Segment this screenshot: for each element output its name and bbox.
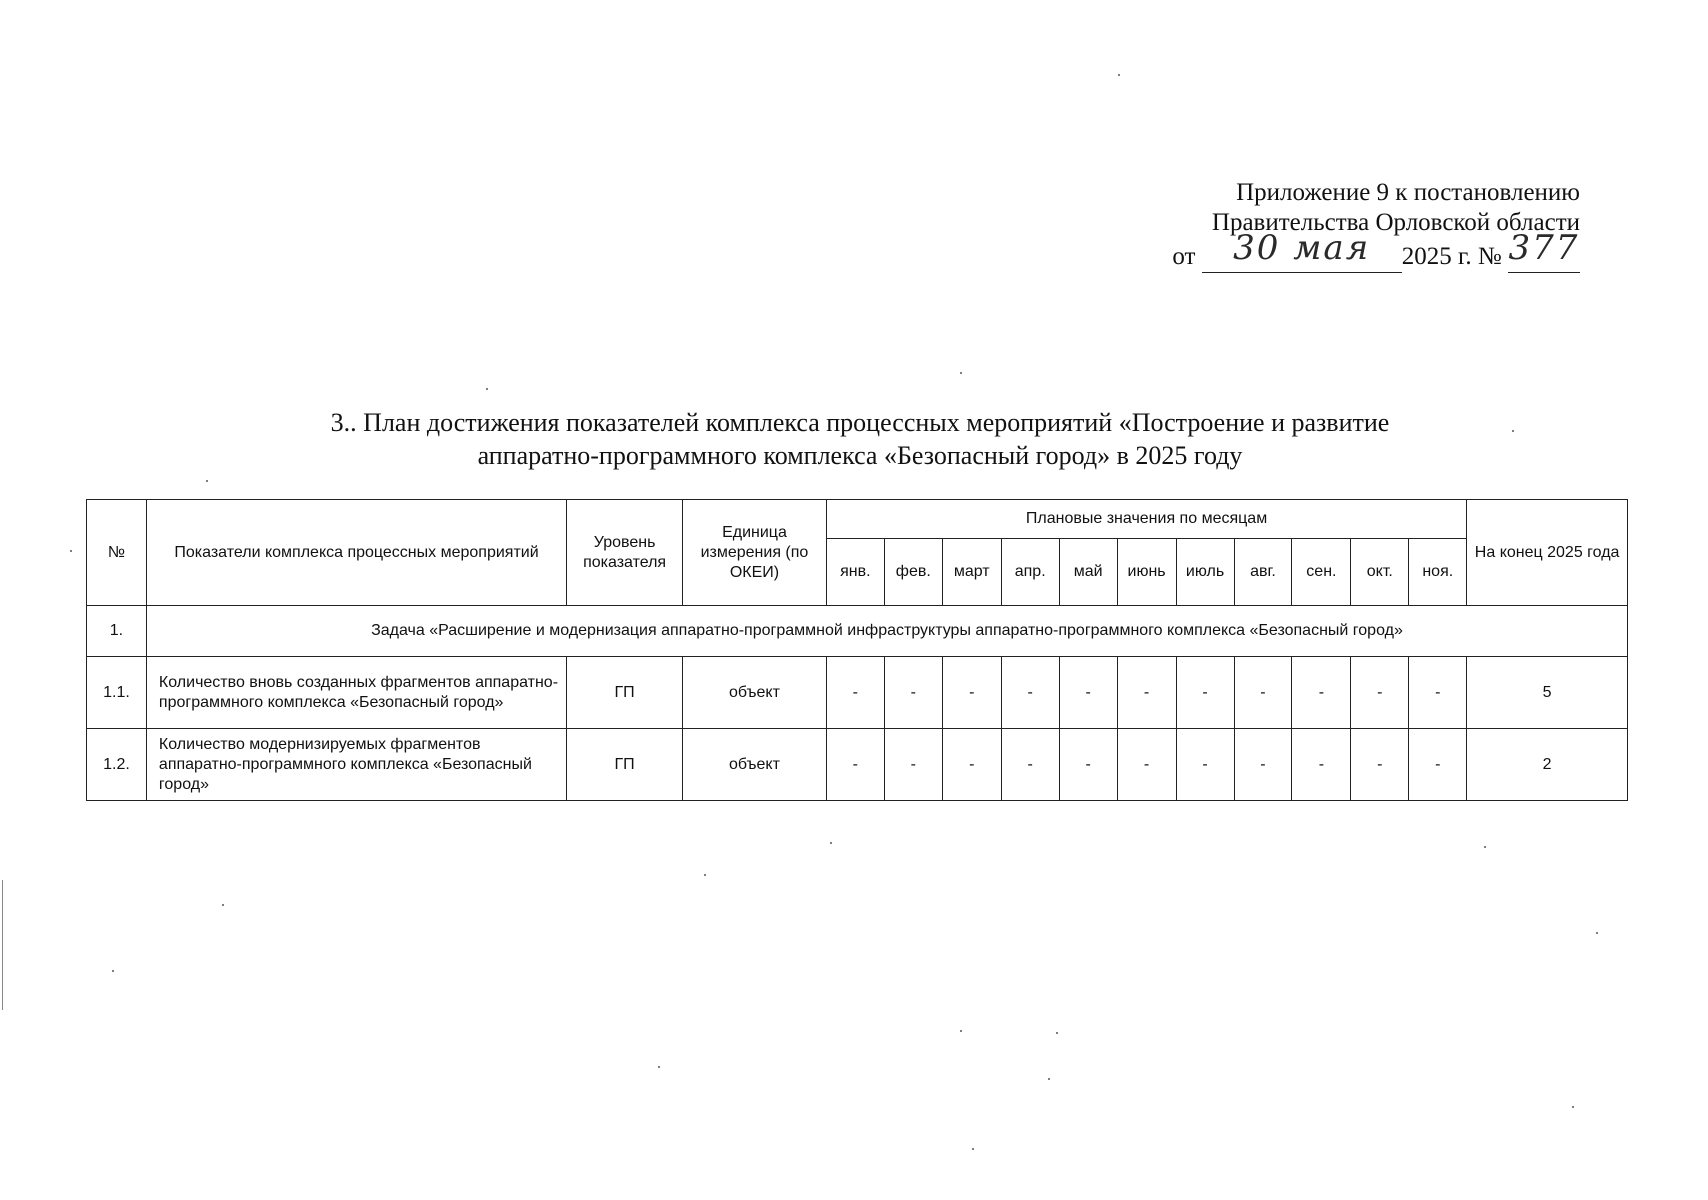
header-num: № xyxy=(87,500,147,606)
month-value: - xyxy=(884,657,942,729)
header-level: Уровень показателя xyxy=(567,500,683,606)
month-header: фев. xyxy=(884,539,942,606)
month-value: - xyxy=(1351,729,1409,801)
appendix-header xyxy=(1110,178,1580,273)
month-value: - xyxy=(1409,729,1467,801)
task-text: Задача «Расширение и модернизация аппаратно-программной инфраструктуры аппаратно-программного комплекса «Безопасный город» xyxy=(146,606,1627,657)
row-level: ГП xyxy=(567,657,683,729)
month-header: авг. xyxy=(1234,539,1292,606)
month-value: - xyxy=(826,729,884,801)
title-line-2: аппаратно-программного комплекса «Безопасный город» в 2025 году xyxy=(477,441,1243,470)
month-value: - xyxy=(1059,729,1117,801)
month-value: - xyxy=(1059,657,1117,729)
month-value: - xyxy=(1292,729,1351,801)
month-value: - xyxy=(1176,657,1234,729)
appendix-line-3 xyxy=(1110,228,1580,273)
row-unit: объект xyxy=(683,657,827,729)
month-value: - xyxy=(1001,657,1059,729)
scan-speck xyxy=(1512,430,1514,432)
scan-speck xyxy=(1484,846,1486,848)
scan-speck xyxy=(704,874,706,876)
month-header: ноя. xyxy=(1409,539,1467,606)
title-line-1: 3.. План достижения показателей комплекса процессных мероприятий «Построение и развитие xyxy=(330,408,1390,437)
appendix-prefix: от xyxy=(1172,243,1196,270)
row-level: ГП xyxy=(567,729,683,801)
row-end-value: 2 xyxy=(1467,729,1628,801)
month-header: июнь xyxy=(1117,539,1176,606)
plan-table xyxy=(86,499,1628,801)
row-end-value: 5 xyxy=(1467,657,1628,729)
row-num: 1.1. xyxy=(87,657,147,729)
scan-speck xyxy=(70,550,72,552)
month-value: - xyxy=(826,657,884,729)
handwritten-number: 377 xyxy=(1508,228,1580,268)
scan-speck xyxy=(1572,1106,1574,1108)
scan-speck xyxy=(1048,1078,1050,1080)
scan-speck xyxy=(972,1148,974,1150)
header-planned: Плановые значения по месяцам xyxy=(826,500,1466,539)
month-header: апр. xyxy=(1001,539,1059,606)
task-row xyxy=(87,606,1628,657)
table-row xyxy=(87,657,1628,729)
row-unit: объект xyxy=(683,729,827,801)
month-header: март xyxy=(942,539,1001,606)
scan-speck xyxy=(206,480,208,482)
month-value: - xyxy=(1292,657,1351,729)
scan-speck xyxy=(1118,74,1120,76)
scan-speck xyxy=(1596,932,1598,934)
month-value: - xyxy=(942,729,1001,801)
month-value: - xyxy=(942,657,1001,729)
scan-speck xyxy=(830,842,832,844)
table-row xyxy=(87,729,1628,801)
month-value: - xyxy=(1409,657,1467,729)
document-title xyxy=(180,406,1540,472)
month-value: - xyxy=(1234,657,1292,729)
month-value: - xyxy=(884,729,942,801)
appendix-year: 2025 г. № xyxy=(1401,243,1502,270)
month-header: окт. xyxy=(1351,539,1409,606)
month-value: - xyxy=(1117,729,1176,801)
scan-speck xyxy=(960,372,962,374)
header-end: На конец 2025 года xyxy=(1467,500,1628,606)
scan-speck xyxy=(658,1066,660,1068)
number-field xyxy=(1508,228,1580,273)
header-unit: Единица измерения (по ОКЕИ) xyxy=(683,500,827,606)
month-header: июль xyxy=(1176,539,1234,606)
scan-artifact-line xyxy=(2,880,3,1010)
month-header: май xyxy=(1059,539,1117,606)
scan-speck xyxy=(486,388,488,390)
month-value: - xyxy=(1117,657,1176,729)
scan-speck xyxy=(222,904,224,906)
row-num: 1.2. xyxy=(87,729,147,801)
scan-speck xyxy=(960,1030,962,1032)
scan-speck xyxy=(1056,1032,1058,1034)
row-name: Количество вновь созданных фрагментов аппаратно-программного комплекса «Безопасный город» xyxy=(146,657,566,729)
month-header: янв. xyxy=(826,539,884,606)
month-value: - xyxy=(1351,657,1409,729)
month-value: - xyxy=(1001,729,1059,801)
date-field xyxy=(1202,228,1402,273)
appendix-line-1: Приложение 9 к постановлению xyxy=(1236,179,1580,206)
task-num: 1. xyxy=(87,606,147,657)
month-value: - xyxy=(1176,729,1234,801)
month-value: - xyxy=(1234,729,1292,801)
row-name: Количество модернизируемых фрагментов аппаратно-программного комплекса «Безопасный город» xyxy=(146,729,566,801)
scan-speck xyxy=(112,970,114,972)
month-header: сен. xyxy=(1292,539,1351,606)
handwritten-date: 30 мая xyxy=(1233,228,1371,268)
appendix-line-2: Правительства Орловской области xyxy=(1211,209,1580,236)
header-row xyxy=(87,500,1628,539)
header-indicators: Показатели комплекса процессных мероприятий xyxy=(146,500,566,606)
